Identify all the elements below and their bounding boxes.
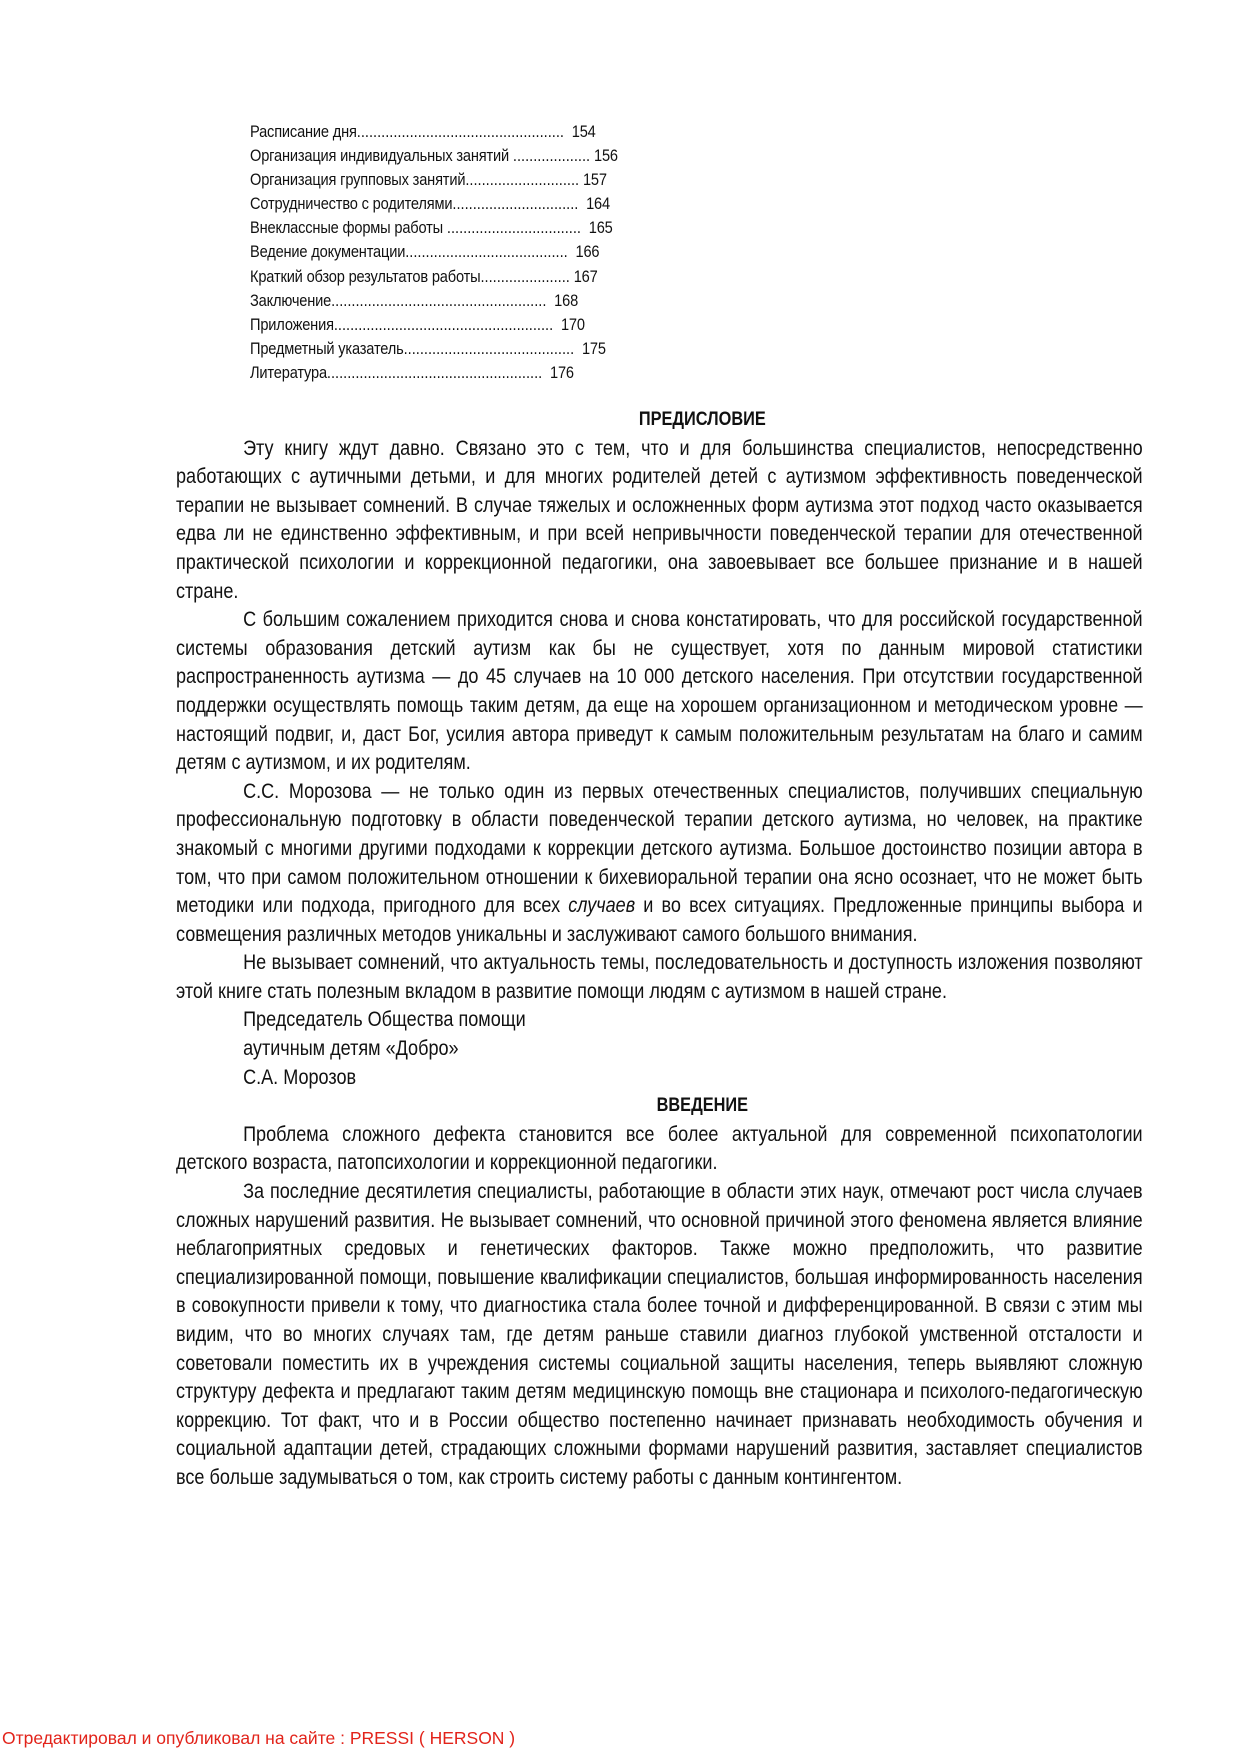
toc-entry [250, 192, 697, 216]
toc-leader-dots: ................... [512, 146, 591, 166]
toc-entry-page: 167 [573, 266, 598, 286]
toc-leader-dots: ..................................................... [331, 290, 547, 310]
toc-entry-title: Организация групповых занятий [250, 170, 466, 190]
toc-entry-title: Краткий обзор результатов работы [250, 266, 481, 286]
text-run: С.С. Морозова — не только один из первых отечественных специалистов, получивших специальную профессиональную подготовку в области поведенческой терапии детского аутизма, но человек, на практике знакомый с многими другими подходами к коррекции детского аутизма. Большое достоинство позиции автора в том, что при самом положительном отношении к бихевиоральной терапии она ясно осознает, что не может быть методики или подхода, пригодного для всех [176, 779, 1143, 918]
introduction-paragraph: Проблема сложного дефекта становится все более актуальной для современной психопатологии детского возраста, патопсихологии и коррекционной педагогики. [176, 1122, 1143, 1175]
toc-entry-title: Сотрудничество с родителями [250, 194, 453, 214]
toc-entry [250, 216, 697, 240]
signature-line: Председатель Общества помощи [243, 1008, 526, 1032]
toc-entry-title: Предметный указатель [250, 338, 404, 358]
toc-entry-title: Литература [250, 362, 327, 382]
publisher-footer: Отредактировал и опубликовал на сайте : PRESSI ( HERSON ) [2, 1728, 516, 1748]
toc-leader-dots: ................................. [446, 218, 581, 238]
toc-entry-title: Внеклассные формы работы [250, 218, 447, 238]
toc-entry-title: Ведение документации [250, 242, 406, 262]
emphasis-text: случаев [568, 894, 636, 918]
toc-entry [250, 168, 697, 192]
preface-paragraph [176, 778, 1143, 950]
toc-entry-title: Организация индивидуальных занятий [250, 146, 513, 166]
toc-entry-page: 168 [554, 290, 579, 310]
text-run: и во всех ситуациях. Предложенные принципы выбора и совмещения различных методов уникальны и заслуживают самого большого внимания. [176, 894, 1143, 946]
introduction-section [176, 1092, 1143, 1492]
toc-entry-page: 175 [581, 338, 606, 358]
toc-entry [250, 240, 697, 264]
table-of-contents [250, 120, 770, 385]
toc-entry [250, 144, 697, 168]
preface-paragraph: Эту книгу ждут давно. Связано это с тем, что и для большинства специалистов, непосредственно работающих с аутичными детьми, и для многих родителей детей с аутизмом эффективность поведенческой терапии не вызывает сомнений. В случае тяжелых и осложненных форм аутизма этот подход часто оказывается едва ли не единственно эффективным, и при всей непривычности поведенческой терапии для отечественной практической психологии и коррекционной педагогики, она завоевывает все большее признание и в нашей стране. [176, 436, 1143, 603]
toc-entry-title: Расписание дня [250, 122, 357, 141]
preface-paragraph: Не вызывает сомнений, что актуальность темы, последовательность и доступность изложения позволяют этой книге стать полезным вкладом в развитие помощи людям с аутизмом в нашей стране. [176, 951, 1143, 1003]
signature-line: аутичным детям «Добро» [243, 1037, 459, 1061]
toc-entry [250, 361, 697, 385]
toc-leader-dots: .......................................... [403, 338, 575, 358]
toc-entry-page: 176 [549, 362, 574, 382]
toc-leader-dots: ............................... [452, 194, 579, 214]
main-content [176, 406, 1143, 1493]
signature-name: С.А. Морозов [243, 1065, 357, 1089]
toc-leader-dots: ........................................ [405, 242, 568, 262]
preface-heading: ПРЕДИСЛОВИЕ [638, 409, 766, 430]
toc-entry-page: 156 [594, 146, 618, 166]
toc-leader-dots: ...................... [480, 266, 570, 286]
signature-block [176, 1006, 1143, 1092]
toc-leader-dots: ..................................................... [326, 362, 543, 382]
toc-entry [250, 313, 697, 337]
toc-entry [250, 337, 697, 361]
toc-entry-page: 166 [575, 242, 600, 262]
toc-entry-page: 157 [582, 170, 607, 190]
toc-entry-title: Приложения [250, 314, 334, 334]
toc-entry [250, 289, 697, 313]
toc-leader-dots: ...................................................... [333, 314, 554, 334]
toc-entry [250, 120, 697, 144]
toc-leader-dots: ............................ [465, 170, 580, 190]
toc-entry [250, 265, 697, 289]
introduction-heading: ВВЕДЕНИЕ [656, 1095, 749, 1117]
toc-entry-page: 154 [571, 122, 596, 141]
toc-entry-page: 164 [586, 194, 610, 214]
introduction-paragraph: За последние десятилетия специалисты, работающие в области этих наук, отмечают рост числа случаев сложных нарушений развития. Не вызывает сомнений, что основной причиной этого феномена является влияние неблагоприятных средовых и генетических факторов. Также можно предположить, что развитие специализированной помощи, повышение квалификации специалистов, большая информированность населения в совокупности привели к тому, что диагностика стала более точной и дифференцированной. В связи с этим мы видим, что во многих случаях там, где детям раньше ставили диагноз глубокой умственной отсталости и советовали поместить их в учреждения системы социальной защиты населения, теперь выявляют сложную структуру дефекта и предлагают таким детям медицинскую помощь вне стационара и психолого-педагогическую коррекцию. Тот факт, что и в России общество постепенно начинает признавать необходимость обучения и социальной адаптации детей, страдающих сложными формами нарушений развития, заставляет специалистов все больше задумываться о том, как строить систему работы с данным контингентом. [176, 1180, 1143, 1489]
toc-entry-page: 170 [560, 314, 585, 334]
preface-section [176, 406, 1143, 1092]
preface-paragraph: С большим сожалением приходится снова и снова констатировать, что для российской государственной системы образования детский аутизм как бы не существует, хотя по данным мировой статистики распространенность аутизма — до 45 случаев на 10 000 детского населения. При отсутствии государственной поддержки осуществлять помощь таким детям, да еще на хорошем организационном и методическом уровне — настоящий подвиг, и, даст Бог, усилия автора приведут к самым положительным результатам на благо и самим детям с аутизмом, и их родителям. [176, 608, 1143, 775]
toc-entry-title: Заключение [250, 290, 332, 310]
toc-entry-page: 165 [588, 218, 613, 238]
toc-leader-dots: ................................................... [356, 122, 564, 141]
